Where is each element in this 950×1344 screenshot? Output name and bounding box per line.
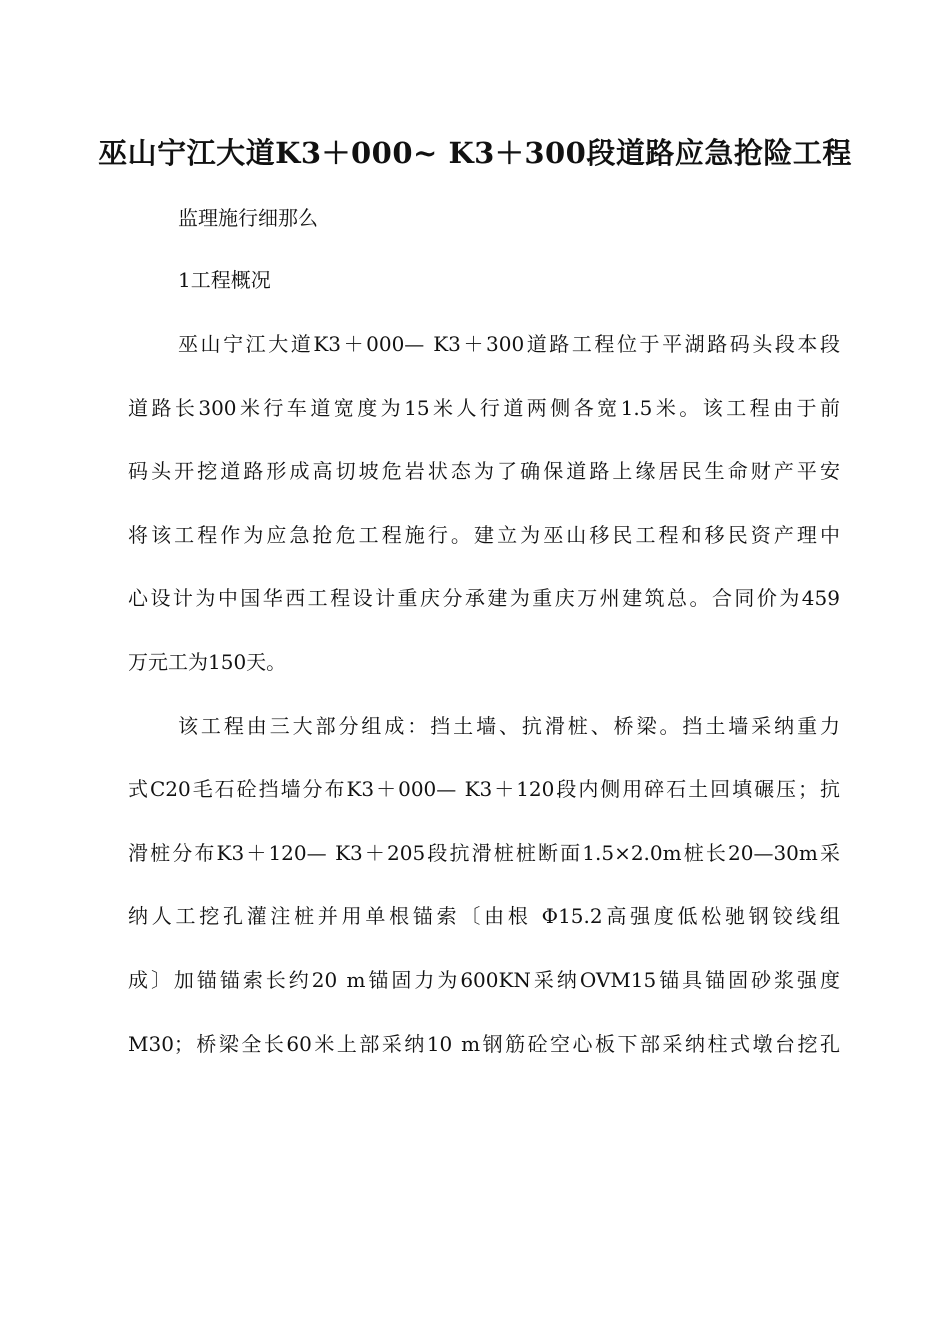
paragraph-line: 纳人工挖孔灌注桩并用单根锚索〔由根 Φ15.2高强度低松驰钢铰线组	[128, 904, 840, 929]
paragraph-line: 道路长300米行车道宽度为15米人行道两侧各宽1.5米。该工程由于前	[128, 395, 840, 420]
paragraph-line: 滑桩分布K3＋120— K3＋205段抗滑桩桩断面1.5×2.0m桩长20—30m采	[128, 840, 840, 865]
body-text	[128, 326, 840, 1089]
paragraph-line: 式C20毛石砼挡墙分布K3＋000— K3＋120段内侧用碎石土回填碾压；抗	[128, 777, 840, 802]
paragraph-line: 该工程由三大部分组成：挡土墙、抗滑桩、桥梁。挡土墙采纳重力	[178, 713, 840, 738]
paragraph-line: 码头开挖道路形成高切坡危岩状态为了确保道路上缘居民生命财产平安	[128, 459, 840, 484]
paragraph-line: 成〕加锚锚索长约20 m锚固力为600KN采纳OVM15锚具锚固砂浆强度	[128, 967, 840, 992]
paragraph-line: 万元工为150天。	[128, 649, 287, 674]
paragraph-line: 将该工程作为应急抢危工程施行。建立为巫山移民工程和移民资产理中	[128, 522, 840, 547]
document-subtitle: 监理施行细那么	[178, 206, 318, 230]
paragraph-line: 巫山宁江大道K3＋000— K3＋300道路工程位于平湖路码头段本段	[178, 332, 840, 356]
paragraph-line: 心设计为中国华西工程设计重庆分承建为重庆万州建筑总。合同价为459	[128, 586, 840, 611]
paragraph-line: M30；桥梁全长60米上部采纳10 m钢筋砼空心板下部采纳柱式墩台挖孔	[128, 1031, 840, 1056]
section-heading: 1工程概况	[178, 268, 271, 292]
document-title: 巫山宁江大道K3＋000~ K3＋300段道路应急抢险工程	[98, 136, 852, 170]
